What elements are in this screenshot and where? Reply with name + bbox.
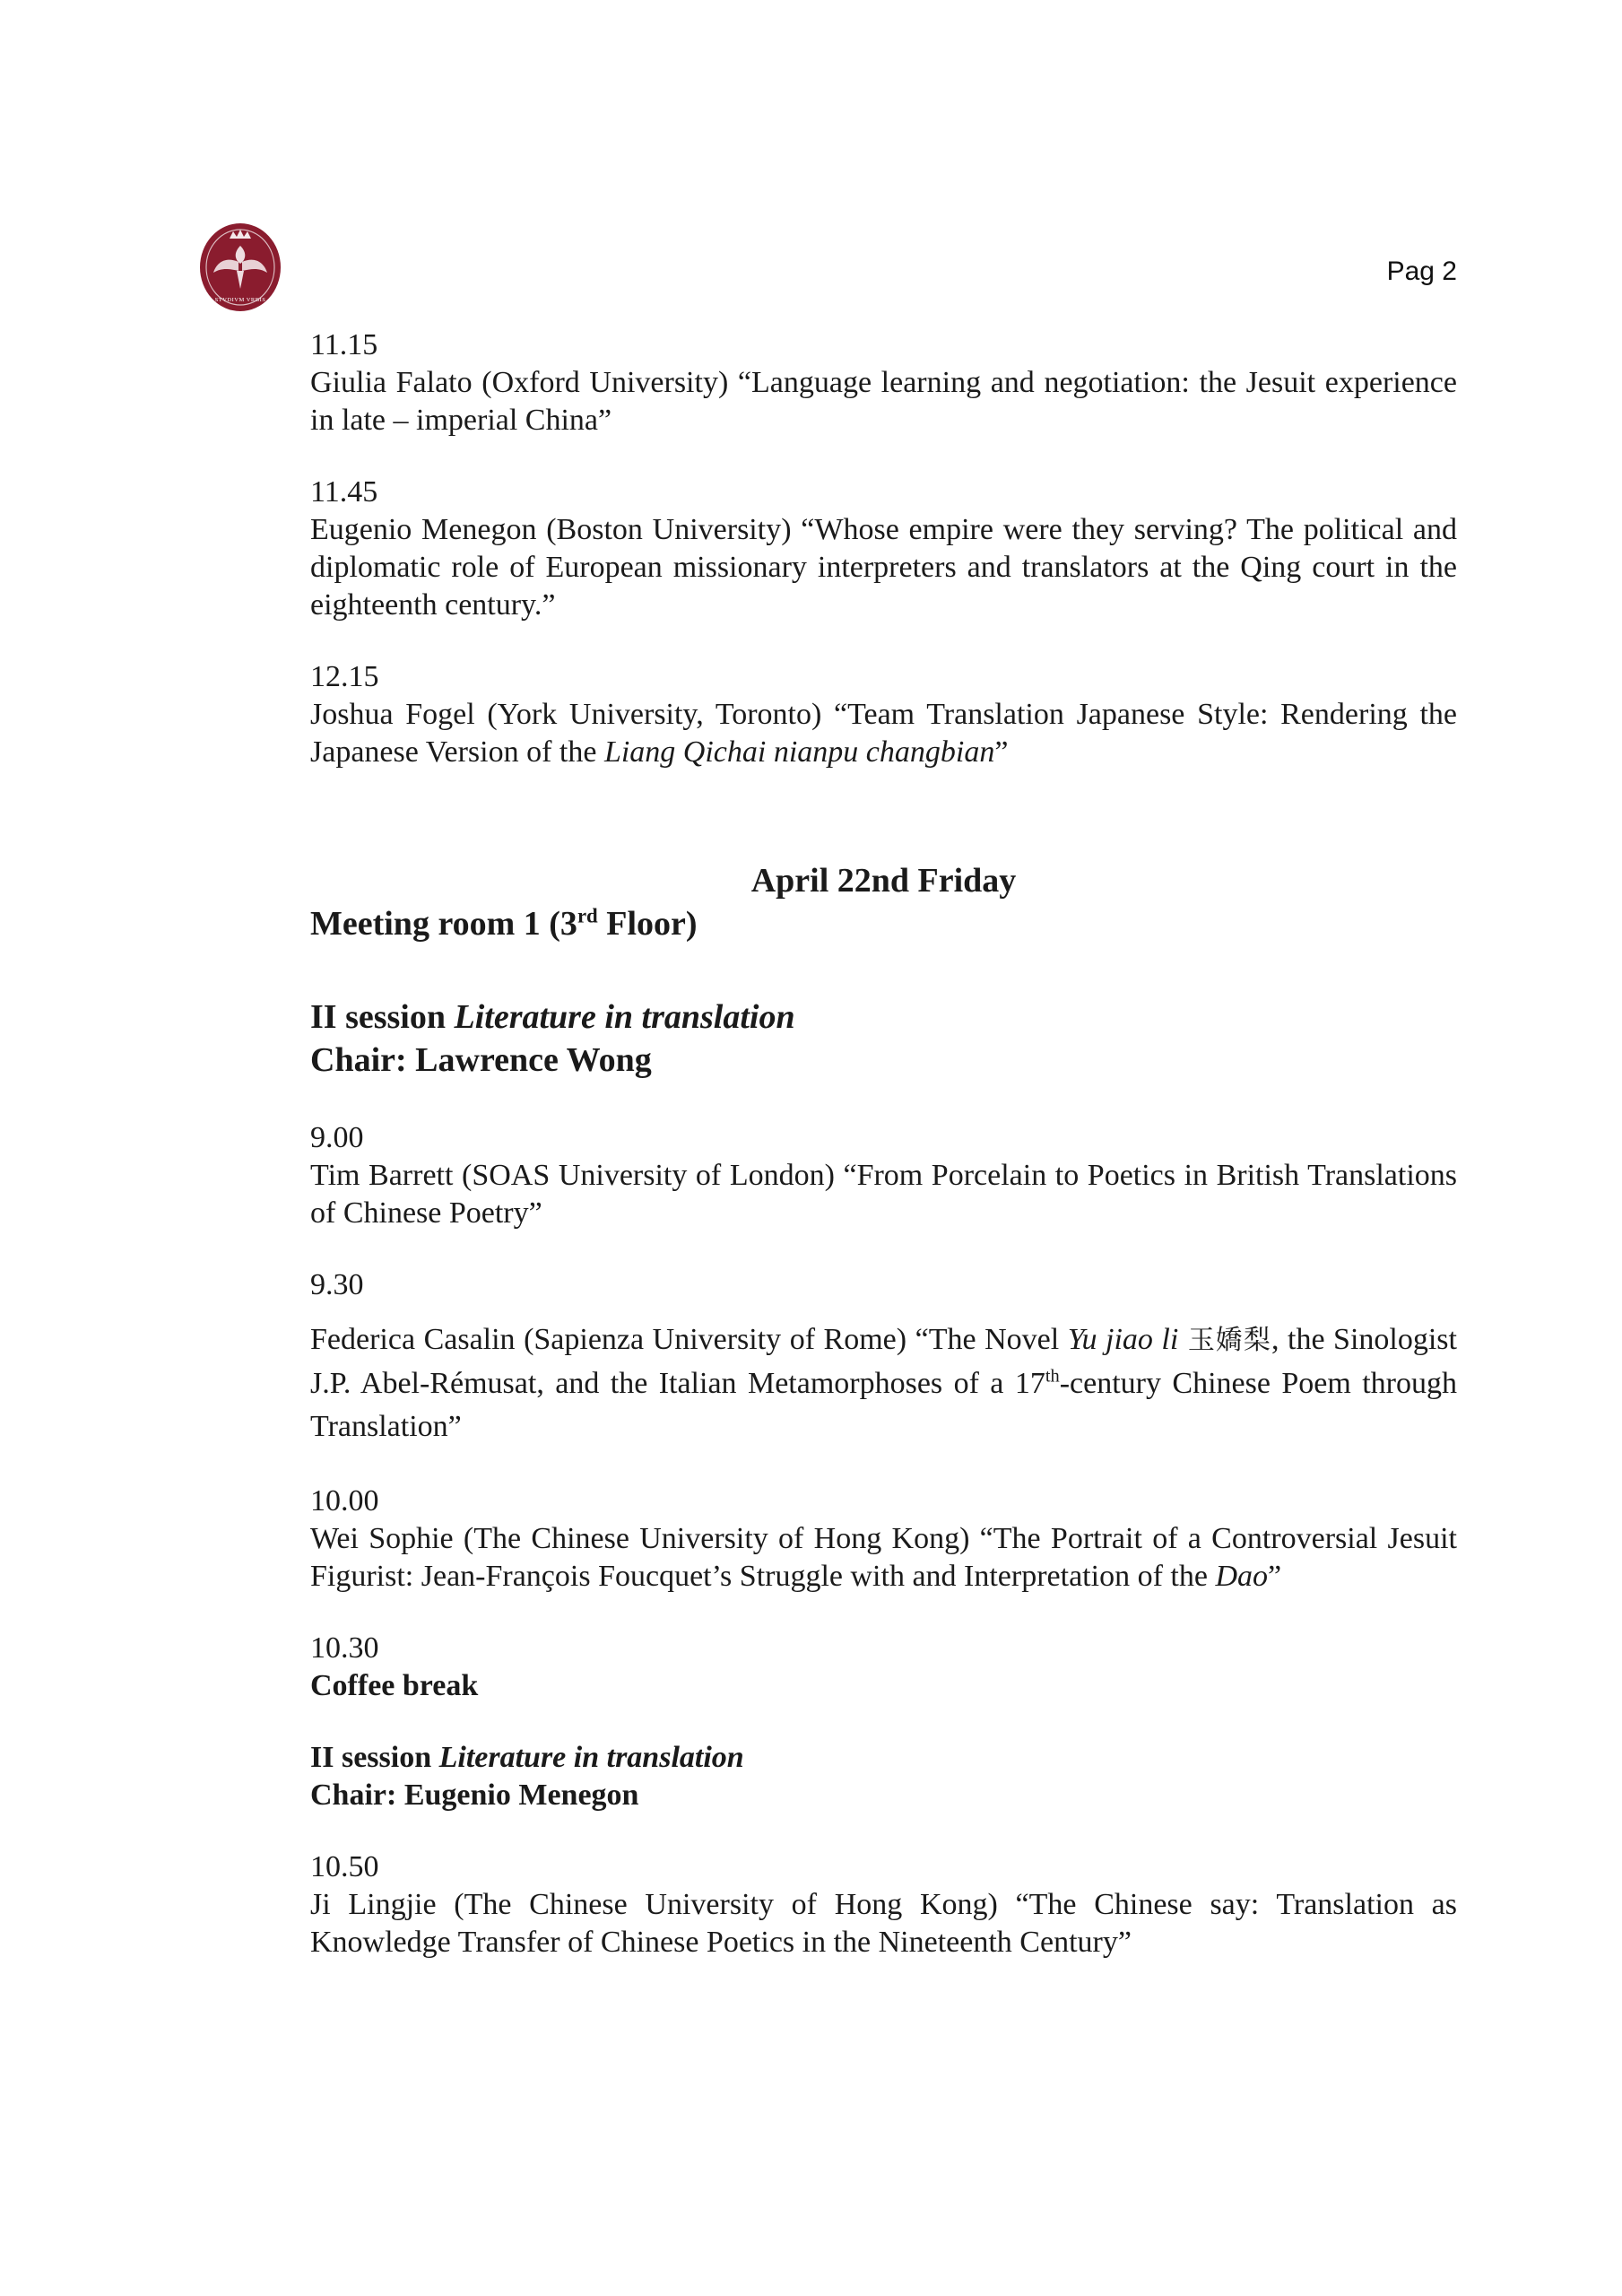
chinese-title: 玉嬌梨 bbox=[1178, 1325, 1271, 1356]
coffee-break: Coffee break bbox=[310, 1669, 479, 1702]
entry-time: 11.45 bbox=[310, 475, 378, 509]
entry-text: Ji Lingjie (The Chinese University of Hong Kong) “The Chinese say: Translation as Knowledge Transfer of Chinese Poetics in the Nineteenth Century” bbox=[310, 1888, 1457, 1959]
program-entry bbox=[310, 474, 1457, 624]
program-entry bbox=[310, 1119, 1457, 1232]
day-heading: April 22nd Friday bbox=[750, 862, 1017, 900]
session-heading: II session Literature in translation bbox=[310, 1741, 744, 1774]
entry-text: Giulia Falato (Oxford University) “Language learning and negotiation: the Jesuit experience in late – imperial China” bbox=[310, 366, 1457, 437]
entry-time: 10.50 bbox=[310, 1850, 379, 1883]
chair-heading: Chair: Lawrence Wong bbox=[310, 1041, 652, 1079]
program-entry bbox=[310, 1483, 1457, 1596]
entry-text: Eugenio Menegon (Boston University) “Whose empire were they serving? The political and diplomatic role of European missionary interpreters and translators at the Qing court in the eighteenth century.” bbox=[310, 513, 1457, 622]
entry-text: Tim Barrett (SOAS University of London) “From Porcelain to Poetics in British Translations of Chinese Poetry” bbox=[310, 1159, 1457, 1230]
document-body bbox=[310, 326, 1457, 1996]
program-entry bbox=[310, 1848, 1457, 1961]
entry-time: 10.30 bbox=[310, 1631, 379, 1665]
page-number: Pag 2 bbox=[1386, 257, 1457, 286]
entry-time: 9.00 bbox=[310, 1121, 364, 1154]
program-entry bbox=[310, 1630, 1457, 1705]
session-heading: II session Literature in translation bbox=[310, 998, 795, 1036]
entry-text: Wei Sophie (The Chinese University of Hong Kong) “The Portrait of a Controversial Jesuit Figurist: Jean-François Foucquet’s Struggle with and Interpretation of the Dao” bbox=[310, 1522, 1457, 1593]
entry-text: Federica Casalin (Sapienza University of Rome) “The Novel Yu jiao li 玉嬌梨, the Sinologist J.P. Abel-Rémusat, and the Italian Metamorphoses of a 17th-century Chinese Poem through Translation” bbox=[310, 1323, 1457, 1443]
entry-time: 9.30 bbox=[310, 1268, 364, 1301]
university-seal-logo bbox=[199, 222, 282, 312]
seal-text: STVDIVM VRBIS bbox=[214, 297, 266, 303]
program-entry bbox=[310, 326, 1457, 439]
entry-time: 12.15 bbox=[310, 660, 379, 693]
entry-time: 10.00 bbox=[310, 1484, 379, 1518]
program-entry bbox=[310, 658, 1457, 771]
entry-time: 11.15 bbox=[310, 328, 378, 361]
meeting-room-heading: Meeting room 1 (3rd Floor) bbox=[310, 904, 698, 943]
entry-text: Joshua Fogel (York University, Toronto) “Team Translation Japanese Style: Rendering the Japanese Version of the Liang Qichai nianpu changbian” bbox=[310, 698, 1458, 769]
chair-heading: Chair: Eugenio Menegon bbox=[310, 1779, 639, 1812]
program-entry bbox=[310, 1266, 1457, 1448]
